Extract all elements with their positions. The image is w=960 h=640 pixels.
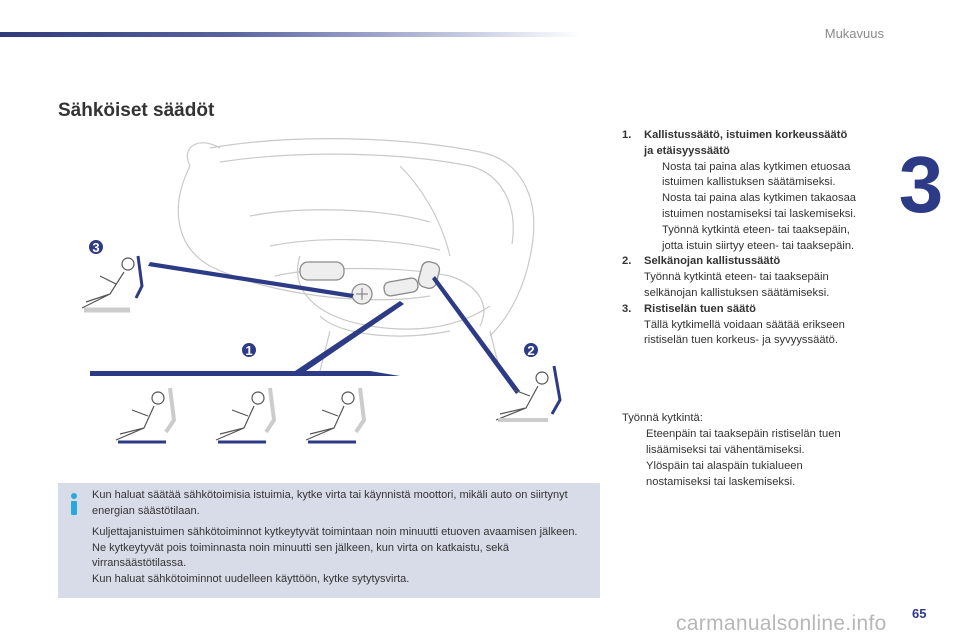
bullet-text: Eteenpäin tai taaksepäin ristiselän tuen (646, 428, 841, 440)
item-2 (622, 254, 892, 301)
item-number: 1. (622, 129, 632, 141)
info-paragraph (92, 525, 594, 587)
page-title: Sähköiset säädöt (58, 100, 215, 121)
item-heading: Kallistussäätö, istuimen korkeussäätö (644, 129, 848, 141)
item-3 (622, 302, 892, 349)
callout-2: 2 (527, 343, 535, 358)
bullet-text-cont: istuimen nostamiseksi tai laskemiseksi. (662, 207, 856, 220)
item-1 (622, 128, 892, 254)
watermark: carmanualsonline.info (676, 612, 887, 635)
bullet-item (622, 458, 902, 490)
item-heading: Ristiselän tuen säätö (644, 302, 756, 315)
bullet-text-cont: jotta istuin siirtyy eteen- tai taaksepäin. (662, 239, 855, 252)
bullet-item (622, 426, 902, 458)
item-list (622, 128, 892, 349)
info-paragraph-part: Kuljettajanistuimen sähkötoiminnot kytkeytyvät toimintaan noin minuutti etuoven avaamisen jälkeen. Ne kytkeytyvät pois toiminnasta noin minuutti sen jälkeen, kun virta on katkaistu, sekä virransäästötilassa. (92, 526, 578, 569)
seat-controls-illustration (70, 126, 610, 456)
bullet-text: Nosta tai paina alas kytkimen takaosaa (662, 192, 857, 205)
bullet-item (622, 160, 892, 192)
info-paragraph: Kun haluat säätää sähkötoimisia istuimia, kytke virta tai käynnistä moottori, mikäli auto on siirtynyt energian säästötilaan. (92, 489, 568, 517)
bullet-text-cont: lisäämiseksi tai vähentämiseksi. (646, 444, 805, 456)
bullet-text: Ylöspäin tai alaspäin tukialueen (646, 460, 803, 472)
bullet-text-cont: nostamiseksi tai laskemiseksi. (646, 476, 796, 488)
callout-3: 3 (92, 240, 100, 255)
chapter-number: 3 (898, 140, 944, 229)
bullet-text: Työnnä kytkintä eteen- tai taaksepäin, (662, 223, 850, 236)
info-text (92, 488, 594, 593)
callout-1: 1 (245, 343, 253, 358)
item-number: 2. (622, 255, 632, 268)
item-number: 3. (622, 302, 632, 315)
item-text-cont: selkänojan kallistuksen säätämiseksi. (644, 286, 830, 299)
bullet-text-cont: istuimen kallistuksen säätämiseksi. (662, 176, 836, 189)
bullet-text: Nosta tai paina alas kytkimen etuosaa (662, 160, 851, 173)
bullet-item (622, 191, 892, 223)
push-switch-section (622, 410, 902, 490)
bullet-item (622, 223, 892, 255)
item-heading: Selkänojan kallistussäätö (644, 255, 781, 268)
section-name: Mukavuus (824, 26, 884, 41)
header-bar (0, 32, 580, 37)
info-paragraph-part: Kun haluat sähkötoiminnot uudelleen käyttöön, kytke sytytysvirta. (92, 572, 410, 585)
info-icon (66, 492, 82, 516)
item-text: Työnnä kytkintä eteen- tai taaksepäin (644, 271, 829, 284)
push-intro: Työnnä kytkintä: (622, 412, 703, 424)
item-heading-cont: ja etäisyyssäätö (644, 144, 730, 157)
page-number: 65 (912, 606, 927, 621)
item-text-cont: ristiselän tuen korkeus- ja syvyyssäätö. (644, 334, 838, 347)
item-text: Tällä kytkimellä voidaan säätää erikseen (644, 318, 845, 331)
